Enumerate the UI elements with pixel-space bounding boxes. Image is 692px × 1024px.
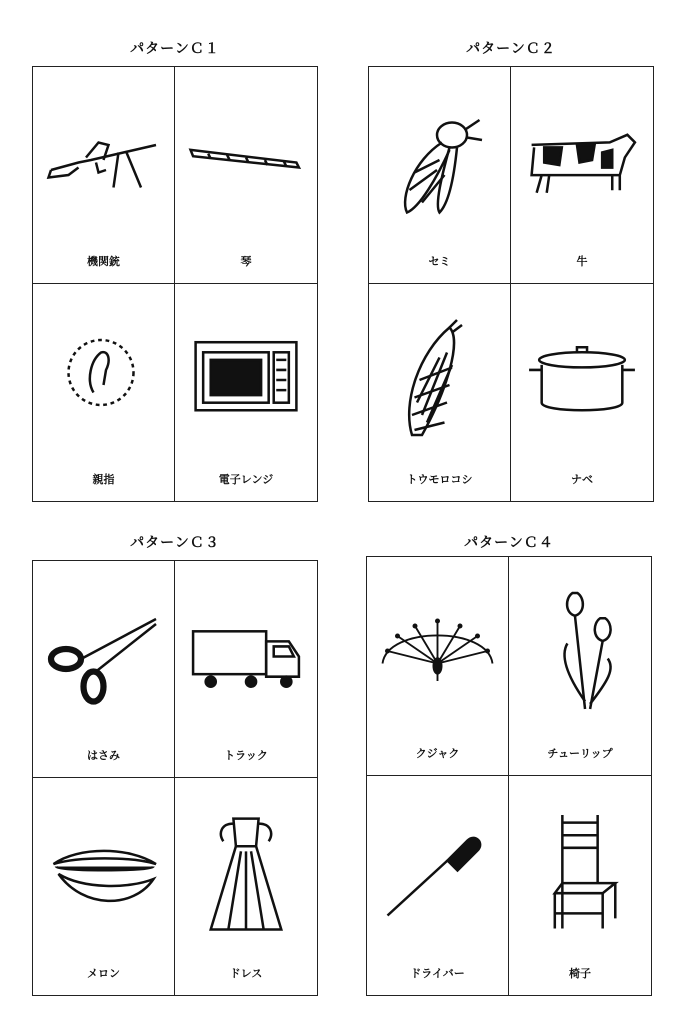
card-grid <box>366 556 652 996</box>
card-pot <box>511 284 653 501</box>
card-label: ドライバー <box>410 967 465 980</box>
microwave-icon <box>183 294 309 461</box>
card-label: トウモロコシ <box>406 473 473 486</box>
card-koto <box>175 67 317 284</box>
cow-icon <box>519 77 645 243</box>
card-screwdriver <box>367 776 509 995</box>
card-label: クジャク <box>415 747 460 760</box>
dress-icon <box>183 788 309 955</box>
koto-icon <box>183 77 309 243</box>
card-cow <box>511 67 653 284</box>
card-cicada <box>369 67 511 284</box>
peacock-icon <box>375 567 500 735</box>
screwdriver-icon <box>375 786 500 955</box>
card-machine-gun <box>33 67 175 284</box>
card-label: ナベ <box>571 473 593 486</box>
card-peacock <box>367 557 509 776</box>
card-label: メロン <box>87 967 120 980</box>
panel-title: パターンＣ４ <box>464 535 554 551</box>
card-label: 機関銃 <box>87 255 120 268</box>
card-corn <box>369 284 511 501</box>
card-thumb <box>33 284 175 501</box>
card-label: 椅子 <box>569 967 591 980</box>
panel-c2 <box>368 34 654 502</box>
card-grid <box>32 560 318 996</box>
card-label: トラック <box>224 749 268 762</box>
panel-c3 <box>32 528 318 996</box>
card-grid <box>368 66 654 502</box>
panel-c1 <box>32 34 318 502</box>
panel-title: パターンＣ３ <box>130 535 220 551</box>
card-microwave <box>175 284 317 501</box>
card-label: はさみ <box>87 749 120 762</box>
card-scissors <box>33 561 175 778</box>
card-label: チューリップ <box>547 747 613 760</box>
thumb-icon <box>41 294 166 461</box>
card-label: セミ <box>428 255 451 268</box>
truck-icon <box>183 571 309 737</box>
card-chair <box>509 776 651 995</box>
card-dress <box>175 778 317 995</box>
panel-title: パターンＣ２ <box>466 41 556 57</box>
card-label: 電子レンジ <box>218 473 274 486</box>
pot-icon <box>519 294 645 461</box>
melon-icon <box>41 788 166 955</box>
card-label: 琴 <box>240 255 252 268</box>
panel-title: パターンＣ１ <box>130 41 220 57</box>
card-grid <box>32 66 318 502</box>
machine-gun-icon <box>41 77 166 243</box>
panel-c4 <box>366 528 652 996</box>
corn-icon <box>377 294 502 461</box>
scissors-icon <box>41 571 166 737</box>
tulip-icon <box>517 567 643 735</box>
chair-icon <box>517 786 643 955</box>
card-melon <box>33 778 175 995</box>
card-truck <box>175 561 317 778</box>
card-label: 親指 <box>92 473 115 486</box>
cicada-icon <box>377 77 502 243</box>
card-label: ドレス <box>229 967 263 980</box>
card-label: 牛 <box>576 255 588 268</box>
card-tulip <box>509 557 651 776</box>
